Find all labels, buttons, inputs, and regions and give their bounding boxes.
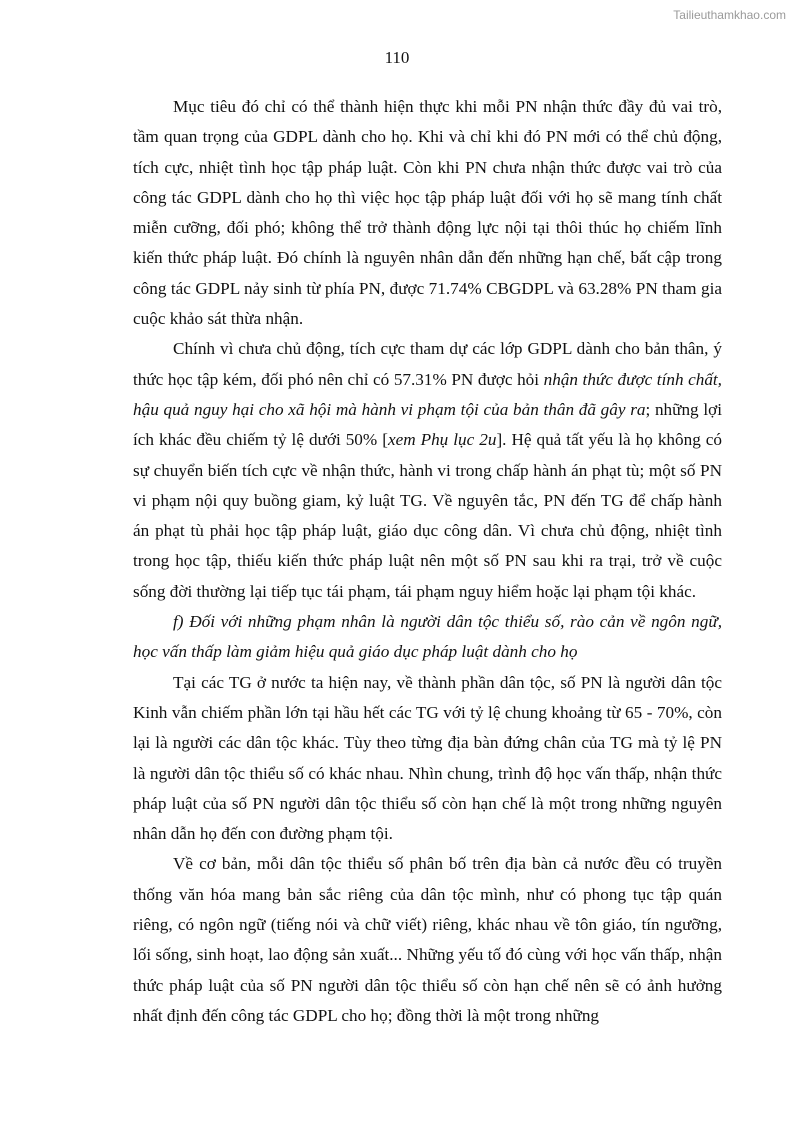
page-number: 110 <box>384 48 410 67</box>
paragraph-3 <box>133 668 722 850</box>
text-run: ]. Hệ quả tất yếu là họ không có sự chuyển biến tích cực về nhận thức, hành vi trong chấp hành án phạt tù; một số PN vi phạm nội quy buồng giam, kỷ luật TG. Về nguyên tắc, PN đến TG để chấp hành án phạt tù phải học tập pháp luật, giáo dục công dân. Vì chưa chủ động, nhiệt tình trong học tập, thiếu kiến thức pháp luật nên một số PN sau khi ra trại, trở về cuộc sống đời thường lại tiếp tục tái phạm, tái phạm nguy hiểm hoặc lại phạm tội khác. <box>133 430 723 601</box>
text-run: Chính vì chưa chủ động, tích cực tham dự các lớp GDPL dành cho bản thân, ý thức học tập kém, đối phó nên chỉ có 57.31% PN được hỏi <box>133 339 722 389</box>
watermark: Tailieuthamkhao.com <box>673 8 786 22</box>
italic-text-run: nhận thức được tính chất, hậu quả nguy hại cho xã hội mà hành vi phạm tội của bản thân đã gây ra <box>133 369 722 419</box>
text-run: ; những lợi ích khác đều chiếm tỷ lệ dưới 50% [ <box>133 399 722 450</box>
italic-text-run: xem Phụ lục 2u <box>387 430 497 450</box>
document-body <box>133 92 722 1031</box>
paragraph-1 <box>133 92 722 334</box>
paragraph-4 <box>133 849 722 1031</box>
text-run: Mục tiêu đó chỉ có thể thành hiện thực khi mỗi PN nhận thức đầy đủ vai trò, tầm quan trọng của GDPL dành cho họ. Khi và chỉ khi đó PN mới có thể chủ động, tích cực, nhiệt tình học tập pháp luật. Còn khi PN chưa nhận thức được vai trò của công tác GDPL dành cho họ thì việc học tập pháp luật đối với họ sẽ mang tính chất miễn cưỡng, đối phó; không thể trở thành động lực nội tại thôi thúc họ chiếm lĩnh kiến thức pháp luật. Đó chính là nguyên nhân dẫn đến những hạn chế, bất cập trong công tác GDPL nảy sinh từ phía PN, được 71.74% CBGDPL và 63.28% PN tham gia cuộc khảo sát thừa nhận. <box>133 97 722 329</box>
paragraph-2 <box>133 334 722 607</box>
text-run: Tại các TG ở nước ta hiện nay, về thành phần dân tộc, số PN là người dân tộc Kinh vẫn chiếm phần lớn tại hầu hết các TG với tỷ lệ chung khoảng từ 65 - 70%, còn lại là người các dân tộc khác. Tùy theo từng địa bàn đứng chân của TG mà tỷ lệ PN là người dân tộc thiểu số có khác nhau. Nhìn chung, trình độ học vấn thấp, nhận thức pháp luật của số PN người dân tộc thiểu số còn hạn chế là một trong những nguyên nhân dẫn họ đến con đường phạm tội. <box>133 672 722 844</box>
text-run: Về cơ bản, mỗi dân tộc thiểu số phân bố trên địa bàn cả nước đều có truyền thống văn hóa mang bản sắc riêng của dân tộc mình, như có phong tục tập quán riêng, có ngôn ngữ (tiếng nói và chữ viết) riêng, khác nhau về tôn giáo, tín ngưỡng, lối sống, sinh hoạt, lao động sản xuất... Những yếu tố đó cùng với học vấn thấp, nhận thức pháp luật của số PN người dân tộc thiểu số còn hạn chế nên sẽ có ảnh hưởng nhất định đến công tác GDPL cho họ; đồng thời là một trong những <box>133 854 722 1025</box>
heading-text: f) Đối với những phạm nhân là người dân tộc thiểu số, rào cản về ngôn ngữ, học vấn thấp làm giảm hiệu quả giáo dục pháp luật dành cho họ <box>133 612 722 662</box>
section-heading <box>133 607 722 668</box>
